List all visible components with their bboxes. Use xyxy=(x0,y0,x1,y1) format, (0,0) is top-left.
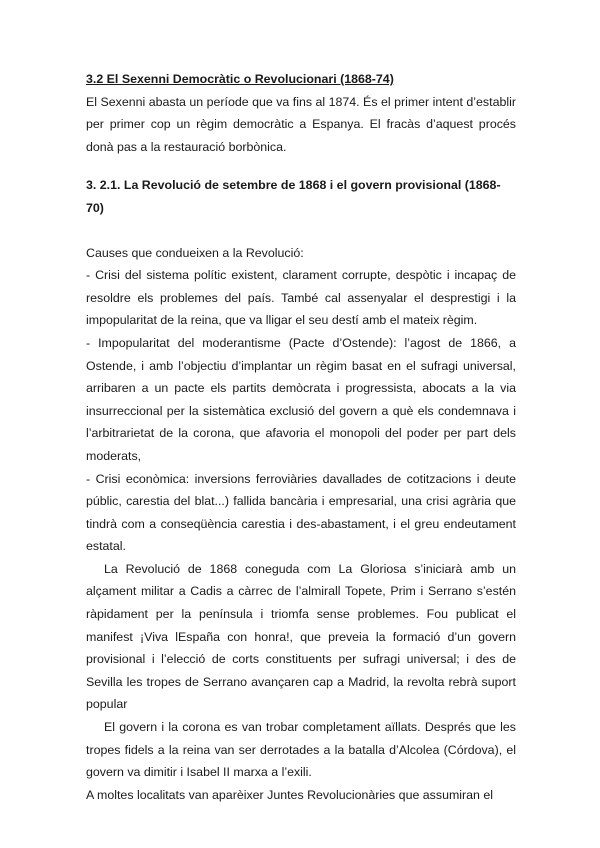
intro-paragraph: El Sexenni abasta un període que va fins al 1874. És el primer intent d’establir per primer cop un règim democràtic a Espanya. El fracàs d’aquest procés donà pas a la restauració borbònica. xyxy=(86,94,516,154)
document-body xyxy=(86,68,516,806)
body-paragraph: A moltes localitats van aparèixer Juntes Revolucionàries que assumiran el xyxy=(86,787,494,802)
causes-heading: Causes que condueixen a la Revolució: xyxy=(86,245,304,260)
cause-item: - Impopularitat del moderantisme (Pacte d’Ostende): l’agost de 1866, a Ostende, i amb l’objectiu d’implantar un règim basat en el sufragi universal, arribaren a un pacte els partits demòcrata i progressista, abocats a la via insurreccional per la sistemàtica exclusió del govern a què els condemnava i l’arbitrarietat de la corona, que afavoria el monopoli del poder per part dels moderats, xyxy=(86,335,516,463)
spacer xyxy=(86,220,516,242)
body-paragraph: La Revolució de 1868 coneguda com La Gloriosa s’iniciarà amb un alçament militar a Cadis a càrrec de l’almirall Topete, Prim i Serrano s’estén ràpidament per la península i triomfa sense problemes. Fou publicat el manifest ¡Viva lEspaña con honra!, que preveia la formació d’un govern provisional i l’elecció de corts constituents per sufragi universal; i des de Sevilla les tropes de Serrano avançaren cap a Madrid, la revolta rebrà suport popular xyxy=(86,561,516,712)
cause-item: - Crisi econòmica: inversions ferroviàries davallades de cotitzacions i deute públic, carestia del blat...) fallida bancària i empresarial, una crisi agrària que tindrà com a conseqüència carestia i des-abastament, i el greu endeutament estatal. xyxy=(86,471,516,554)
subsection-title: 3. 2.1. La Revolució de setembre de 1868 i el govern provisional (1868-70) xyxy=(86,178,501,215)
body-paragraph: El govern i la corona es van trobar completament aïllats. Després que les tropes fidels a la reina van ser derrotades a la batalla d’Alcolea (Córdova), el govern va dimitir i Isabel II marxa a l’exili. xyxy=(86,720,516,780)
section-title: 3.2 El Sexenni Democràtic o Revolucionari (1868-74) xyxy=(86,72,394,86)
cause-item: - Crisi del sistema polític existent, clarament corrupte, despòtic i incapaç de resoldre els problemes del país. També cal assenyalar el desprestigi i la impopularitat de la reina, que va lligar el seu destí amb el mateix règim. xyxy=(86,268,516,328)
